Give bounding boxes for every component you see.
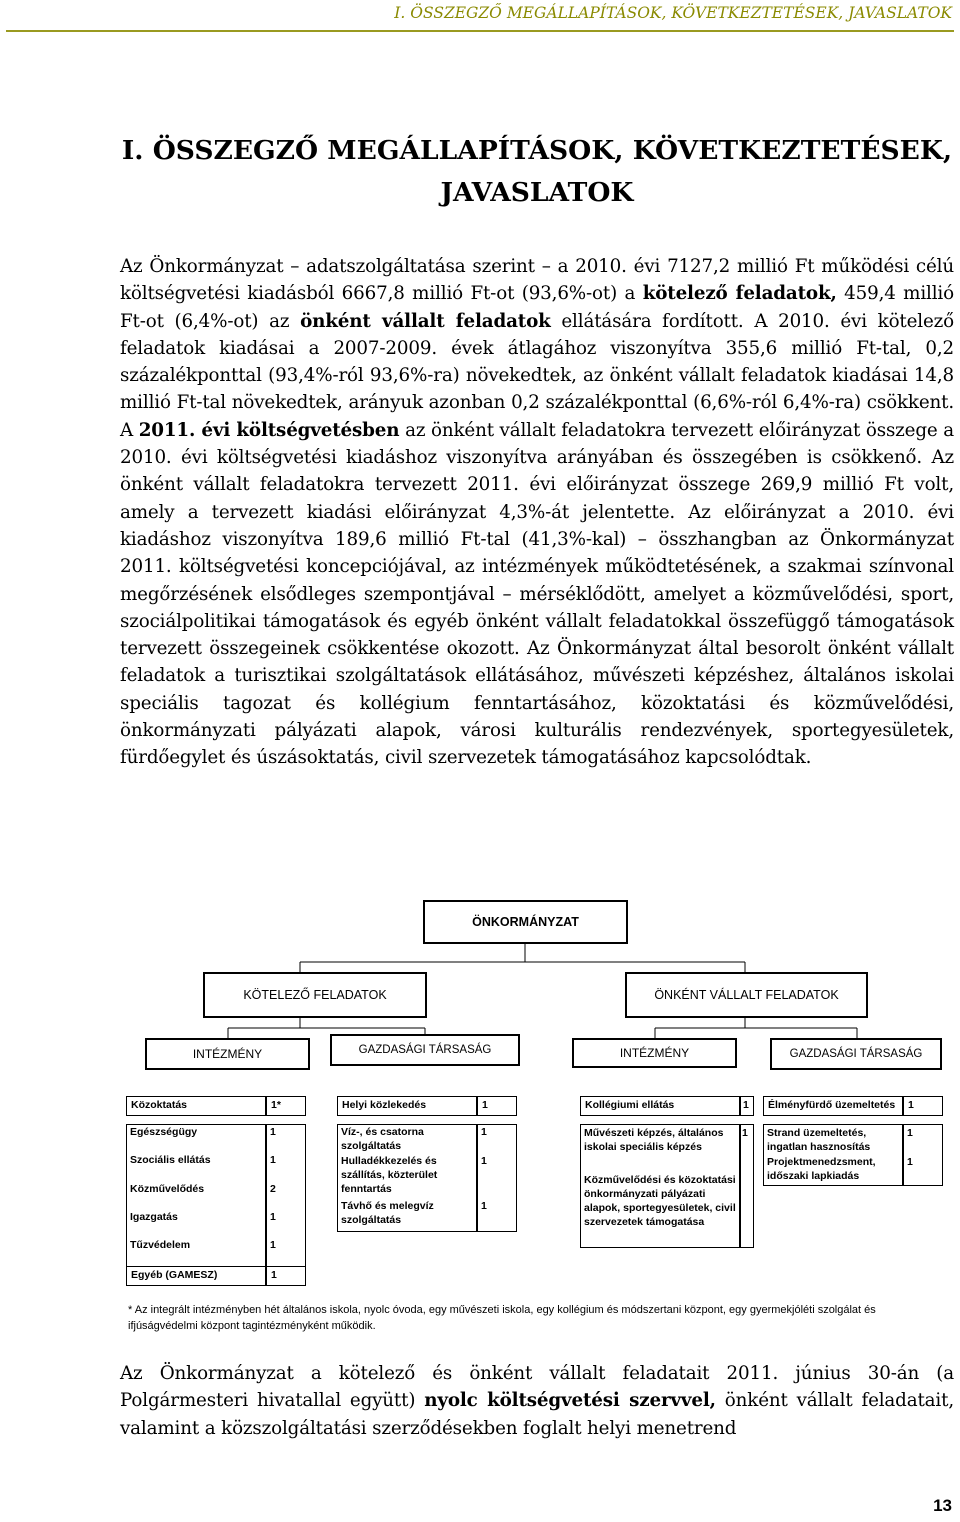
voluntary-tasks-box (625, 972, 868, 1018)
col2-row3-count: 1 (481, 1155, 487, 1167)
col3-row2-count: 1 (742, 1127, 748, 1139)
col4-row2-count: 1 (907, 1127, 913, 1139)
mandatory-tasks-label: KÖTELEZŐ FELADATOK (243, 988, 387, 1002)
col1-row4-label: Közművelődés (130, 1183, 205, 1195)
institution-box-1 (145, 1038, 310, 1070)
col1-row1-label: Közoktatás (126, 1096, 266, 1116)
col1-row3-label: Szociális ellátás (130, 1154, 211, 1166)
p1-text-4: az önként vállalt feladatokra tervezett előirányzat összege a 2010. évi költségvetési kiadáshoz viszonyítva arányában és összegében is csökkenő. Az önként vállalt feladatokra tervezett 2011. évi előirányzat összege 269,9 millió Ft volt, amely a tervezett kiadási előirányzat 4,3%-át jelentette. Az előirányzat a 2010. évi kiadáshoz viszonyítva 189,6 millió Ft-tal (41,3%-kal) – összhangban az Önkormányzat 2011. költségvetési koncepciójával, az intézmények működtetésének, a szakmai színvonal megőrzésének elsődleges szempontjával – mérséklődött, amelyet a közművelődési, sport, szociálpolitikai támogatások és egyéb önként vállalt feladatokkal összefüggő támogatások tervezett összegeinek csökkentése okozott. Az Önkormányzat által besorolt önként vállalt feladatok a turisztikai szolgáltatások ellátásához, művészeti képzéshez, általános iskolai speciális tagozat és kollégium fenntartásához, közoktatási és közművelődési, önkormányzati pályázati alapok, városi kulturális rendezvények, sportegyesületek, fürdőegylet és úszásoktatás, civil szervezetek támogatásához kapcsolódtak. (120, 419, 954, 769)
col2-row4-count: 1 (481, 1200, 487, 1212)
col2-row2-label: Víz-, és csatorna szolgáltatás (341, 1126, 424, 1152)
p1-text-2: 459,4 millió Ft-ot (6,4%-ot) az (120, 283, 954, 332)
col3-row2-label: Művészeti képzés, általános iskolai speciális képzés (584, 1127, 724, 1153)
col2-row1-label: Helyi közlekedés (337, 1096, 477, 1116)
col4-row1-count: 1 (903, 1096, 943, 1116)
col1-row2-count: 1 (270, 1126, 276, 1138)
col1-row3-count: 1 (270, 1154, 276, 1166)
col3-row3-label: Közművelődési és közoktatási önkormányzati pályázati alapok, sportegyesületek, civil szervezetek támogatása (584, 1174, 736, 1228)
col1-row7-label: Egyéb (GAMESZ) (126, 1266, 266, 1286)
col4-row3-label: Projektmenedzsment, időszaki lapkiadás (767, 1156, 876, 1182)
col1-row7-count: 1 (266, 1266, 306, 1286)
page-number: 13 (933, 1496, 952, 1515)
institution-label-2: INTÉZMÉNY (619, 1046, 690, 1060)
p2-text-2: önként vállalt feladatait, valamint a közszolgáltatási szerződésekben foglalt helyi menetrend (120, 1390, 954, 1439)
col2-row4-label: Távhő és melegvíz szolgáltatás (341, 1200, 434, 1226)
col1-row2-label: Egészségügy (130, 1126, 198, 1138)
p1-bold-mandatory: kötelező feladatok, (642, 283, 837, 305)
mandatory-tasks-box (203, 972, 427, 1018)
institution-box-2 (572, 1038, 737, 1068)
company-box-2 (770, 1038, 942, 1070)
p1-bold-budget: 2011. évi költségvetésben (138, 419, 400, 441)
col1-row5-count: 1 (270, 1211, 276, 1223)
col2-row2-count: 1 (481, 1126, 487, 1138)
company-box-1 (330, 1034, 520, 1066)
p1-bold-voluntary: önként vállalt feladatok (300, 310, 551, 332)
p1-text-1: Az Önkormányzat – adatszolgáltatása szerint – a 2010. évi 7127,2 millió Ft működési célú költségvetési kiadásból 6667,8 millió Ft-ot (93,6%-ot) a (120, 256, 954, 305)
col4-row3-count: 1 (907, 1156, 913, 1168)
running-header: I. ÖSSZEGZŐ MEGÁLLAPÍTÁSOK, KÖVETKEZTETÉSEK, JAVASLATOK (394, 4, 952, 22)
col1-row6-count: 1 (270, 1239, 276, 1251)
col2-row3-label: Hulladékkezelés és szállítás, közterület fenntartás (341, 1155, 438, 1195)
company-label-2: GAZDASÁGI TÁRSASÁG (789, 1048, 923, 1060)
col1-row6-label: Tűzvédelem (130, 1239, 191, 1251)
p1-text-3: ellátására fordított. A 2010. évi kötelező feladatok kiadásai a 2007-2009. évek átlagához viszonyítva 355,6 millió Ft-tal, 0,2 százalékponttal (93,4%-ról 93,6%-ra) növekedtek, az önként vállalt feladatok kiadásai 14,8 millió Ft-tal növekedtek, arányuk azonban 0,2 százalékponttal (6,6%-ról 6,4%-ra) csökkent. A (120, 310, 954, 441)
company-label-1: GAZDASÁGI TÁRSASÁG (358, 1044, 492, 1056)
col2-row1-count: 1 (477, 1096, 517, 1116)
voluntary-tasks-label: ÖNKÉNT VÁLLALT FELADATOK (654, 988, 839, 1002)
col3-row1-label: Kollégiumi ellátás (580, 1096, 740, 1116)
col4-row2-label: Strand üzemeltetés, ingatlan hasznosítás (767, 1127, 871, 1153)
p2-bold-budget-units: nyolc költségvetési szervvel, (424, 1390, 716, 1412)
diagram-root-box (423, 900, 628, 944)
col4-row1-label: Élményfürdő üzemeltetés (763, 1096, 903, 1116)
col1-row1-count: 1* (266, 1096, 306, 1116)
col3-row1-count: 1 (740, 1096, 754, 1116)
col1-row5-label: Igazgatás (130, 1211, 178, 1223)
diagram-root-label: ÖNKORMÁNYZAT (472, 915, 579, 929)
p2-text-1: Az Önkormányzat a kötelező és önként vállalt feladatait 2011. június 30-án (a Polgármesteri hivatallal együtt) (120, 1363, 954, 1412)
diagram-footnote: * Az integrált intézményben hét általános iskola, nyolc óvoda, egy művészeti iskola, egy kollégium és módszertani központ, egy gyermekjóléti szolgálat és ifjúságvédelmi központ tagintézményként működik. (128, 1304, 876, 1332)
institution-label-1: INTÉZMÉNY (192, 1047, 263, 1061)
col1-row4-count: 2 (270, 1183, 276, 1195)
section-title-line2: JAVASLATOK (440, 177, 634, 208)
section-title-line1: I. ÖSSZEGZŐ MEGÁLLAPÍTÁSOK, KÖVETKEZTETÉSEK, (121, 135, 953, 166)
closing-paragraph (120, 1360, 954, 1442)
